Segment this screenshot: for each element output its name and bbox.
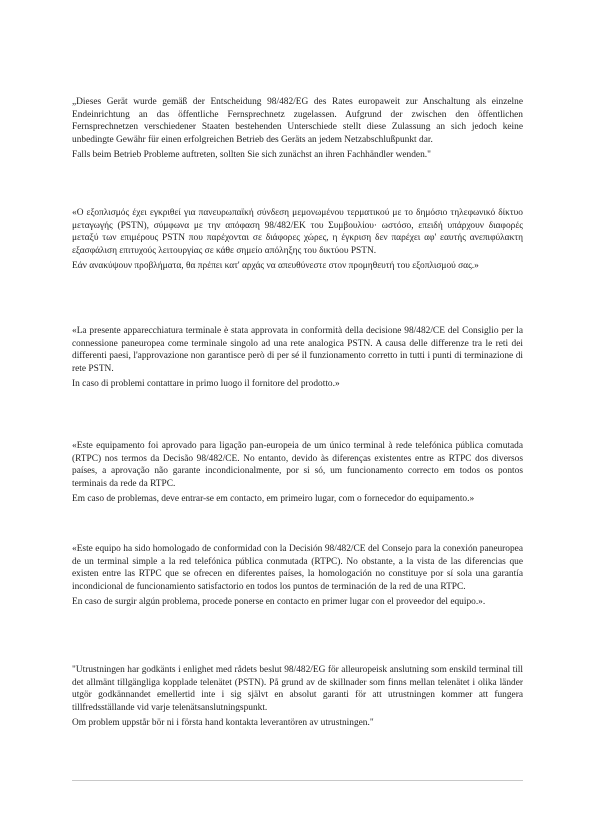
notice-swedish-approval-text: "Utrustningen har godkänts i enlighet med rådets beslut 98/482/EG för alleuropeisk anslutning som enskild terminal till det allmänt tillgängliga kopplade telenätet (PSTN). På grund av de skillnader som finns mellan telenätet i olika länder utgör godkännandet emellertid inte i sig självt en absolut garanti för att utrustningen kommer att fungera tillfredsställande vid varje telenätsanslutningspunkt. [72, 665, 523, 713]
notice-greek-support-text: Εάν ανακύψουν προβλήματα, θα πρέπει κατ' αρχάς να απευθύνεστε στον προμηθευτή του εξοπλισμού σας.» [72, 261, 479, 272]
notice-italian [72, 325, 523, 391]
notice-portuguese-support-text: Em caso de problemas, deve entrar-se em contacto, em primeiro lugar, com o fornecedor do equipamento.» [72, 494, 475, 505]
notice-portuguese [72, 440, 523, 506]
notice-portuguese-approval-text: «Este equipamento foi aprovado para ligação pan-europeia de um único terminal à rede telefónica pública comutada (RTPC) nos termos da Decisão 98/482/CE. No entanto, devido às diferenças existentes entre as RTPC dos diversos países, a aprovação não garante incondicionalmente, por si só, um funcionamento correcto em todos os pontos terminais da rede da RTPC. [72, 441, 523, 489]
notice-greek-approval-text: «Ο εξοπλισμός έχει εγκριθεί για πανευρωπαϊκή σύνδεση μεμονωμένου τερματικού με το δημόσιο τηλεφωνικό δίκτυο μεταγωγής (PSTN), σύμφωνα με την απόφαση 98/482/ΕΚ του Συμβουλίου· ωστόσο, επειδή υπάρχουν διαφορές μεταξύ των επιμέρους PSTN που παρέχονται σε διάφορες χώρες, η έγκριση δεν παρέχει αφ' εαυτής ανεπιφύλακτη εξασφάλιση επιτυχούς λειτουργίας σε κάθε σημείο απόληξης του δικτύου PSTN. [72, 208, 523, 256]
notice-german [72, 96, 523, 162]
notice-italian-support-text: In caso di problemi contattare in primo luogo il fornitore del prodotto.» [72, 379, 340, 390]
notice-swedish-support-text: Om problem uppstår bör ni i första hand kontakta leverantören av utrustningen." [72, 718, 374, 729]
notice-spanish [72, 543, 523, 609]
notice-swedish [72, 664, 523, 730]
notice-spanish-support-text: En caso de surgir algún problema, procede ponerse en contacto en primer lugar con el proveedor del equipo.». [72, 597, 486, 608]
notice-german-approval-text: „Dieses Gerät wurde gemäß der Entscheidung 98/482/EG des Rates europaweit zur Anschaltung als einzelne Endeinrichtung an das öffentliche Fernsprechnetz zugelassen. Aufgrund der zwischen den öffentlichen Fernsprechnetzen verschiedener Staaten bestehenden Unterschiede stellt diese Zulassung an sich jedoch keine unbedingte Gewähr für einen erfolgreichen Betrieb des Geräts an jedem Netzabschlußpunkt dar. [72, 97, 523, 145]
footer-divider [72, 780, 523, 781]
notice-german-support-text: Falls beim Betrieb Probleme auftreten, sollten Sie sich zunächst an ihren Fachhändler wenden." [72, 150, 431, 161]
notice-greek [72, 207, 523, 273]
notice-italian-approval-text: «La presente apparecchiatura terminale è stata approvata in conformità della decisione 98/482/CE del Consiglio per la connessione paneuropea come terminale singolo ad una rete analogica PSTN. A causa delle differenze tra le reti dei differenti paesi, l'approvazione non garantisce però di per sé il funzionamento corretto in tutti i punti di terminazione di rete PSTN. [72, 326, 523, 374]
notice-spanish-approval-text: «Este equipo ha sido homologado de conformidad con la Decisión 98/482/CE del Consejo para la conexión paneuropea de un terminal simple a la red telefónica pública conmutada (RTPC). No obstante, a la vista de las diferencias que existen entre las RTPC que se ofrecen en diferentes países, la homologación no constituye por sí sola una garantía incondicional de funcionamiento satisfactorio en todos los puntos de terminación de la red de una RTPC. [72, 544, 523, 592]
